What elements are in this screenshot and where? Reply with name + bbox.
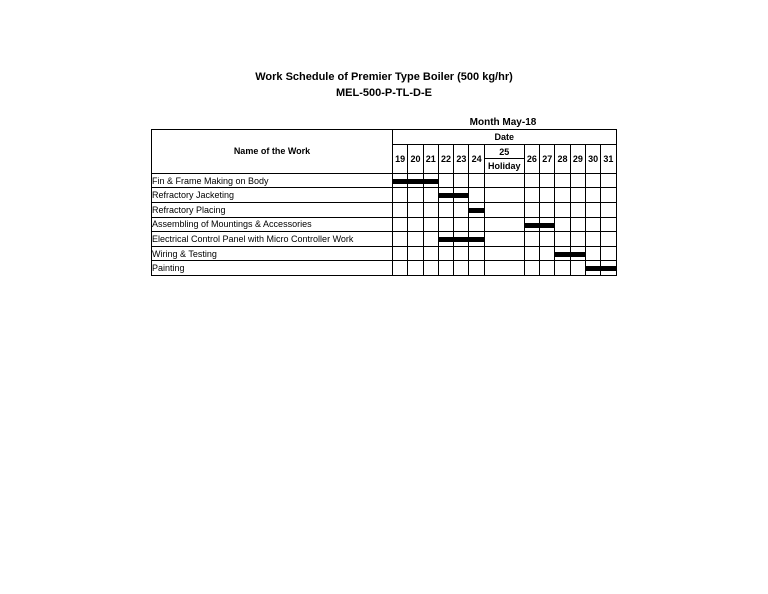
schedule-cell: [393, 232, 408, 247]
date-cell-28: 28: [555, 144, 570, 173]
schedule-cell: [454, 188, 469, 203]
schedule-bar: [469, 208, 484, 213]
schedule-cell: [454, 173, 469, 188]
schedule-cell: [585, 188, 600, 203]
schedule-cell: [423, 188, 438, 203]
date-cell-31: 31: [601, 144, 616, 173]
schedule-cell: [393, 246, 408, 261]
schedule-cell: [555, 217, 570, 232]
task-name: Wiring & Testing: [152, 246, 393, 261]
schedule-bar: [423, 179, 438, 184]
schedule-cell: [408, 232, 423, 247]
name-of-work-header: Name of the Work: [152, 130, 393, 174]
schedule-cell: [540, 202, 555, 217]
date-cell-20: 20: [408, 144, 423, 173]
table-row: [152, 217, 617, 232]
schedule-cell: [555, 232, 570, 247]
schedule-bar: [469, 237, 484, 242]
schedule-cell: [408, 202, 423, 217]
schedule-cell: [438, 188, 453, 203]
date-cell-24: 24: [469, 144, 484, 173]
schedule-cell: [484, 188, 524, 203]
schedule-cell: [408, 261, 423, 276]
schedule-cell: [469, 202, 484, 217]
document-title: Work Schedule of Premier Type Boiler (500 kg/hr): [255, 71, 513, 83]
schedule-cell: [555, 173, 570, 188]
schedule-cell: [423, 232, 438, 247]
date-cell-25: 25: [484, 144, 524, 159]
schedule-bar: [524, 223, 539, 228]
schedule-cell: [601, 173, 616, 188]
schedule-cell: [469, 217, 484, 232]
schedule-cell: [469, 232, 484, 247]
schedule-bar: [408, 179, 423, 184]
schedule-cell: [570, 202, 585, 217]
schedule-cell: [585, 261, 600, 276]
schedule-cell: [484, 202, 524, 217]
task-name: Electrical Control Panel with Micro Controller Work: [152, 232, 393, 247]
schedule-cell: [601, 217, 616, 232]
schedule-cell: [438, 173, 453, 188]
schedule-bar: [570, 252, 585, 257]
schedule-cell: [393, 217, 408, 232]
schedule-cell: [484, 261, 524, 276]
schedule-bar: [454, 193, 469, 198]
date-cell-21: 21: [423, 144, 438, 173]
schedule-cell: [601, 188, 616, 203]
schedule-bar: [601, 266, 616, 271]
schedule-bar: [454, 237, 469, 242]
task-rows: [152, 173, 617, 275]
schedule-cell: [438, 202, 453, 217]
date-cell-26: 26: [524, 144, 539, 173]
schedule-cell: [438, 217, 453, 232]
task-name: Assembling of Mountings & Accessories: [152, 217, 393, 232]
schedule-cell: [540, 173, 555, 188]
schedule-bar: [585, 266, 600, 271]
table-row: [152, 246, 617, 261]
schedule-cell: [484, 217, 524, 232]
document-subtitle: MEL-500-P-TL-D-E: [336, 87, 432, 99]
table-row: [152, 261, 617, 276]
schedule-cell: [524, 232, 539, 247]
schedule-cell: [585, 232, 600, 247]
header-row-date: [152, 130, 617, 145]
schedule-cell: [555, 188, 570, 203]
schedule-cell: [423, 246, 438, 261]
schedule-bar: [540, 223, 555, 228]
schedule-bar: [438, 237, 453, 242]
schedule-bar: [393, 179, 408, 184]
schedule-cell: [570, 232, 585, 247]
schedule-cell: [454, 261, 469, 276]
schedule-cell: [408, 188, 423, 203]
schedule-cell: [555, 202, 570, 217]
schedule-cell: [601, 261, 616, 276]
month-label: Month May-18: [469, 117, 537, 128]
schedule-cell: [484, 246, 524, 261]
table-row: [152, 202, 617, 217]
schedule-cell: [423, 217, 438, 232]
schedule-cell: [393, 261, 408, 276]
schedule-bar: [438, 193, 453, 198]
schedule-cell: [585, 202, 600, 217]
schedule-cell: [408, 173, 423, 188]
date-cell-19: 19: [393, 144, 408, 173]
task-name: Painting: [152, 261, 393, 276]
schedule-cell: [524, 202, 539, 217]
task-name: Fin & Frame Making on Body: [152, 173, 393, 188]
schedule-cell: [454, 232, 469, 247]
schedule-cell: [555, 261, 570, 276]
schedule-cell: [524, 261, 539, 276]
date-cell-23: 23: [454, 144, 469, 173]
schedule-cell: [570, 173, 585, 188]
schedule-cell: [469, 246, 484, 261]
schedule-cell: [438, 246, 453, 261]
schedule-cell: [585, 246, 600, 261]
table-row: [152, 188, 617, 203]
schedule-cell: [570, 246, 585, 261]
schedule-cell: [469, 188, 484, 203]
schedule-cell: [601, 202, 616, 217]
schedule-cell: [570, 261, 585, 276]
schedule-cell: [454, 246, 469, 261]
schedule-cell: [438, 232, 453, 247]
table-row: [152, 232, 617, 247]
task-name: Refractory Jacketing: [152, 188, 393, 203]
schedule-cell: [555, 246, 570, 261]
schedule-cell: [408, 246, 423, 261]
schedule-cell: [423, 202, 438, 217]
schedule-cell: [540, 246, 555, 261]
schedule-cell: [423, 173, 438, 188]
date-cell-27: 27: [540, 144, 555, 173]
schedule-cell: [570, 188, 585, 203]
schedule-cell: [469, 261, 484, 276]
schedule-cell: [570, 217, 585, 232]
schedule-cell: [454, 217, 469, 232]
schedule-cell: [540, 217, 555, 232]
schedule-cell: [524, 188, 539, 203]
schedule-table: [151, 129, 617, 276]
schedule-cell: [601, 232, 616, 247]
schedule-cell: [484, 173, 524, 188]
schedule-cell: [540, 188, 555, 203]
schedule-cell: [585, 217, 600, 232]
schedule-cell: [540, 261, 555, 276]
schedule-cell: [454, 202, 469, 217]
schedule-cell: [601, 246, 616, 261]
task-name: Refractory Placing: [152, 202, 393, 217]
schedule-cell: [540, 232, 555, 247]
schedule-cell: [585, 173, 600, 188]
schedule-cell: [408, 217, 423, 232]
schedule-cell: [393, 188, 408, 203]
schedule-cell: [393, 173, 408, 188]
schedule-cell: [524, 173, 539, 188]
schedule-cell: [393, 202, 408, 217]
schedule-cell: [484, 232, 524, 247]
schedule-cell: [469, 173, 484, 188]
date-header: Date: [393, 130, 617, 145]
date-cell-29: 29: [570, 144, 585, 173]
schedule-cell: [423, 261, 438, 276]
schedule-cell: [524, 217, 539, 232]
schedule-cell: [524, 246, 539, 261]
holiday-label: Holiday: [484, 159, 524, 174]
table-row: [152, 173, 617, 188]
schedule-cell: [438, 261, 453, 276]
schedule-bar: [555, 252, 570, 257]
date-cell-30: 30: [585, 144, 600, 173]
date-cell-22: 22: [438, 144, 453, 173]
